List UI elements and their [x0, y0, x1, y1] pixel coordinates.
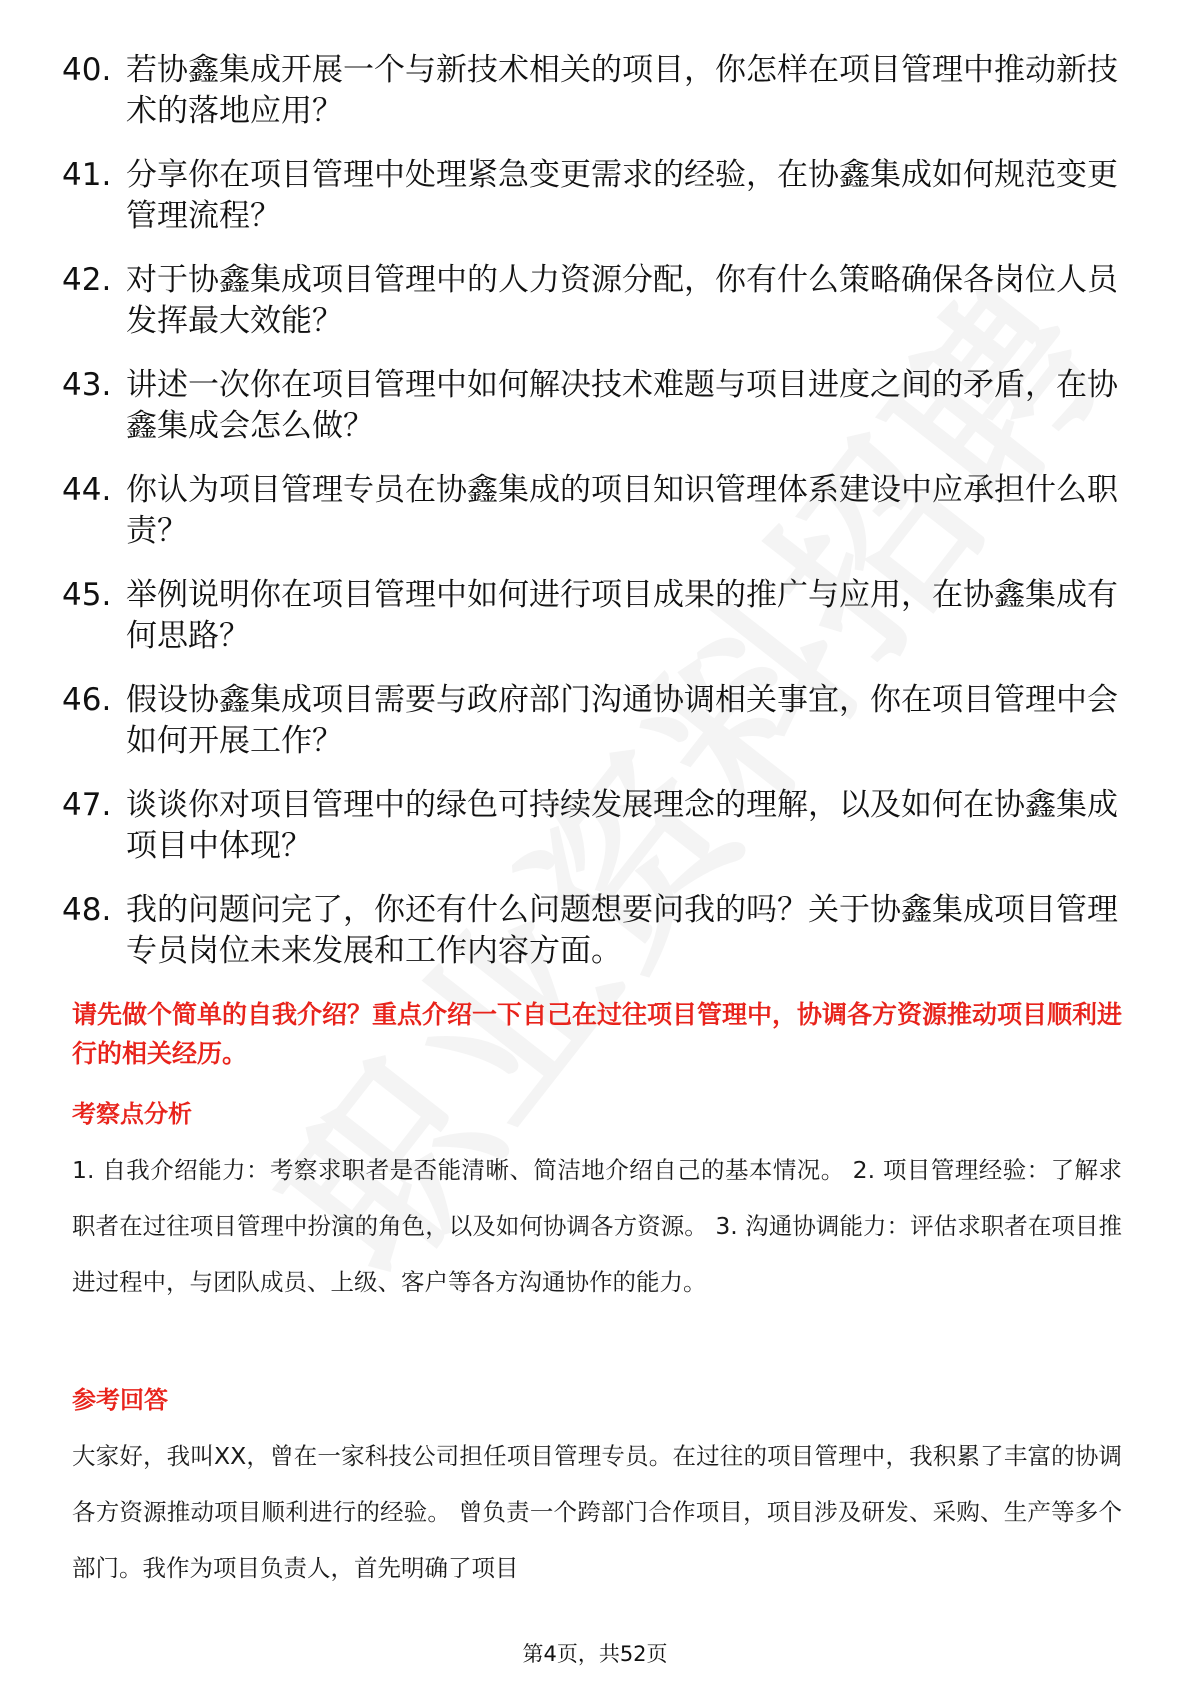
question-text: 你认为项目管理专员在协鑫集成的项目知识管理体系建设中应承担什么职责？: [126, 472, 1118, 549]
question-number: 48.: [62, 892, 112, 928]
question-item: [62, 890, 1122, 972]
question-text: 讲述一次你在项目管理中如何解决技术难题与项目进度之间的矛盾，在协鑫集成会怎么做？: [126, 367, 1118, 444]
question-text: 假设协鑫集成项目需要与政府部门沟通协调相关事宜，你在项目管理中会如何开展工作？: [126, 682, 1118, 759]
answer-text: 大家好，我叫XX，曾在一家科技公司担任项目管理专员。在过往的项目管理中，我积累了丰富的协调各方资源推动项目顺利进行的经验。 曾负责一个跨部门合作项目，项目涉及研发、采购、生产等多个部门。我作为项目负责人，首先明确了项目: [72, 1442, 1122, 1582]
analysis-heading: 考察点分析: [72, 1100, 192, 1128]
question-item: [62, 365, 1122, 447]
highlight-question: 请先做个简单的自我介绍？重点介绍一下自己在过往项目管理中，协调各方资源推动项目顺利进行的相关经历。: [72, 1000, 1123, 1068]
question-text: 若协鑫集成开展一个与新技术相关的项目，你怎样在项目管理中推动新技术的落地应用？: [126, 52, 1118, 129]
question-text: 我的问题问完了，你还有什么问题想要问我的吗？关于协鑫集成项目管理专员岗位未来发展和工作内容方面。: [126, 892, 1118, 969]
analysis-text: 1. 自我介绍能力：考察求职者是否能清晰、简洁地介绍自己的基本情况。 2. 项目管理经验：了解求职者在过往项目管理中扮演的角色，以及如何协调各方资源。 3. 沟通协调能力：评估求职者在项目推进过程中，与团队成员、上级、客户等各方沟通协作的能力。: [72, 1156, 1122, 1296]
question-number: 46.: [62, 682, 112, 718]
question-number: 47.: [62, 787, 112, 823]
question-text: 举例说明你在项目管理中如何进行项目成果的推广与应用，在协鑫集成有何思路？: [126, 577, 1118, 654]
question-number: 41.: [62, 157, 112, 193]
question-item: [62, 50, 1122, 132]
answer-heading: 参考回答: [72, 1386, 168, 1414]
question-list: [62, 50, 1122, 995]
question-number: 43.: [62, 367, 112, 403]
question-number: 44.: [62, 472, 112, 508]
question-text: 对于协鑫集成项目管理中的人力资源分配，你有什么策略确保各岗位人员发挥最大效能？: [126, 262, 1118, 339]
question-item: [62, 575, 1122, 657]
question-item: [62, 785, 1122, 867]
question-item: [62, 680, 1122, 762]
question-item: [62, 470, 1122, 552]
question-text: 分享你在项目管理中处理紧急变更需求的经验，在协鑫集成如何规范变更管理流程？: [126, 157, 1118, 234]
question-text: 谈谈你对项目管理中的绿色可持续发展理念的理解，以及如何在协鑫集成项目中体现？: [126, 787, 1118, 864]
page-footer: 第4页，共52页: [522, 1642, 668, 1666]
question-item: [62, 260, 1122, 342]
question-number: 40.: [62, 52, 112, 88]
question-number: 42.: [62, 262, 112, 298]
question-item: [62, 155, 1122, 237]
question-number: 45.: [62, 577, 112, 613]
